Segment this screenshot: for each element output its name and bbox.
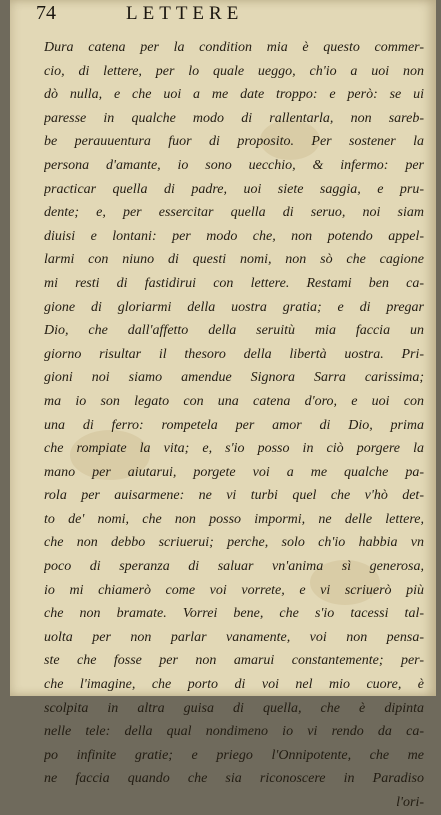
text-line: diuisi e lontani: per modo che, non potendo appel-	[44, 228, 424, 244]
text-line: dente; e, per essercitar quella di seruo, noi siam	[44, 205, 424, 221]
text-line: cio, di lettere, per lo quale ueggo, ch'io a uoi non	[44, 63, 424, 79]
text-line: dò nulla, e che uoi a me date troppo: e però: se ui	[44, 87, 424, 103]
text-line: mi resti di fastidirui con lettere. Restami ben ca-	[44, 275, 424, 291]
text-line: mano per aiutarui, porgete voi a me qualche pa-	[44, 464, 424, 480]
text-line: be perauuentura fuor di proposito. Per sostener la	[44, 134, 424, 150]
text-line: scolpita in altra guisa di quella, che è dipinta	[44, 700, 424, 716]
text-line: uolta per non parlar vanamente, voi non pensa-	[44, 629, 424, 645]
text-line: rola per auisarmene: ne vi turbi quel che v'hò det-	[44, 488, 424, 504]
text-line: ste che fosse per non amarui constantemente; per-	[44, 653, 424, 669]
text-line: nelle tele: della qual nondimeno io vi rendo da ca-	[44, 724, 424, 740]
text-line: che l'imagine, che porto di voi nel mio cuore, è	[44, 677, 424, 693]
text-line: to de' nomi, che non posso impormi, ne delle lettere,	[44, 511, 424, 527]
text-line: po infinite gratie; e priego l'Onnipotente, che me	[44, 747, 424, 763]
text-line: gione di gloriarmi della uostra gratia; e di pregar	[44, 299, 424, 315]
text-line: gioni noi siamo amendue Signora Sarra carissima;	[44, 370, 424, 386]
text-line: ma io son legato con una catena d'oro, e uoi con	[44, 393, 424, 409]
page-header	[36, 2, 426, 28]
text-line: io mi chiamerò come voi vorrete, e vi scriuerò più	[44, 582, 424, 598]
text-line: Dura catena per la condition mia è questo commer-	[44, 40, 424, 55]
text-line: che rompiate la vita; e, s'io posso in ciò porgere la	[44, 441, 424, 457]
text-line: larmi con niuno di questi nomi, non sò che cagione	[44, 252, 424, 268]
text-line: paresse in qualche modo di rallentarla, non sareb-	[44, 110, 424, 126]
text-line: giorno risultar il thesoro della libertà uostra. Pri-	[44, 346, 424, 362]
text-line: Dio, che dall'affetto della seruitù mia faccia un	[44, 323, 424, 339]
running-title: LETTERE	[126, 3, 244, 24]
text-line: ne faccia quando che sia riconoscere in Paradiso	[44, 771, 424, 787]
text-line: persona d'amante, io sono uecchio, & infermo: per	[44, 157, 424, 173]
text-line: practicar quella di padre, uoi siete saggia, e pru-	[44, 181, 424, 197]
text-line: una di ferro: rompetela per amor di Dio, prima	[44, 417, 424, 433]
book-page	[10, 0, 436, 810]
letter-text	[44, 36, 424, 815]
text-line: che non debbo scriuerui; perche, solo ch'io habbia vn	[44, 535, 424, 551]
page-number: 74	[36, 2, 56, 24]
catchword: l'ori-	[396, 795, 424, 810]
text-line: che non bramate. Vorrei bene, che s'io tacessi tal-	[44, 606, 424, 622]
text-line: poco di speranza di saluar vn'anima sì generosa,	[44, 559, 424, 575]
